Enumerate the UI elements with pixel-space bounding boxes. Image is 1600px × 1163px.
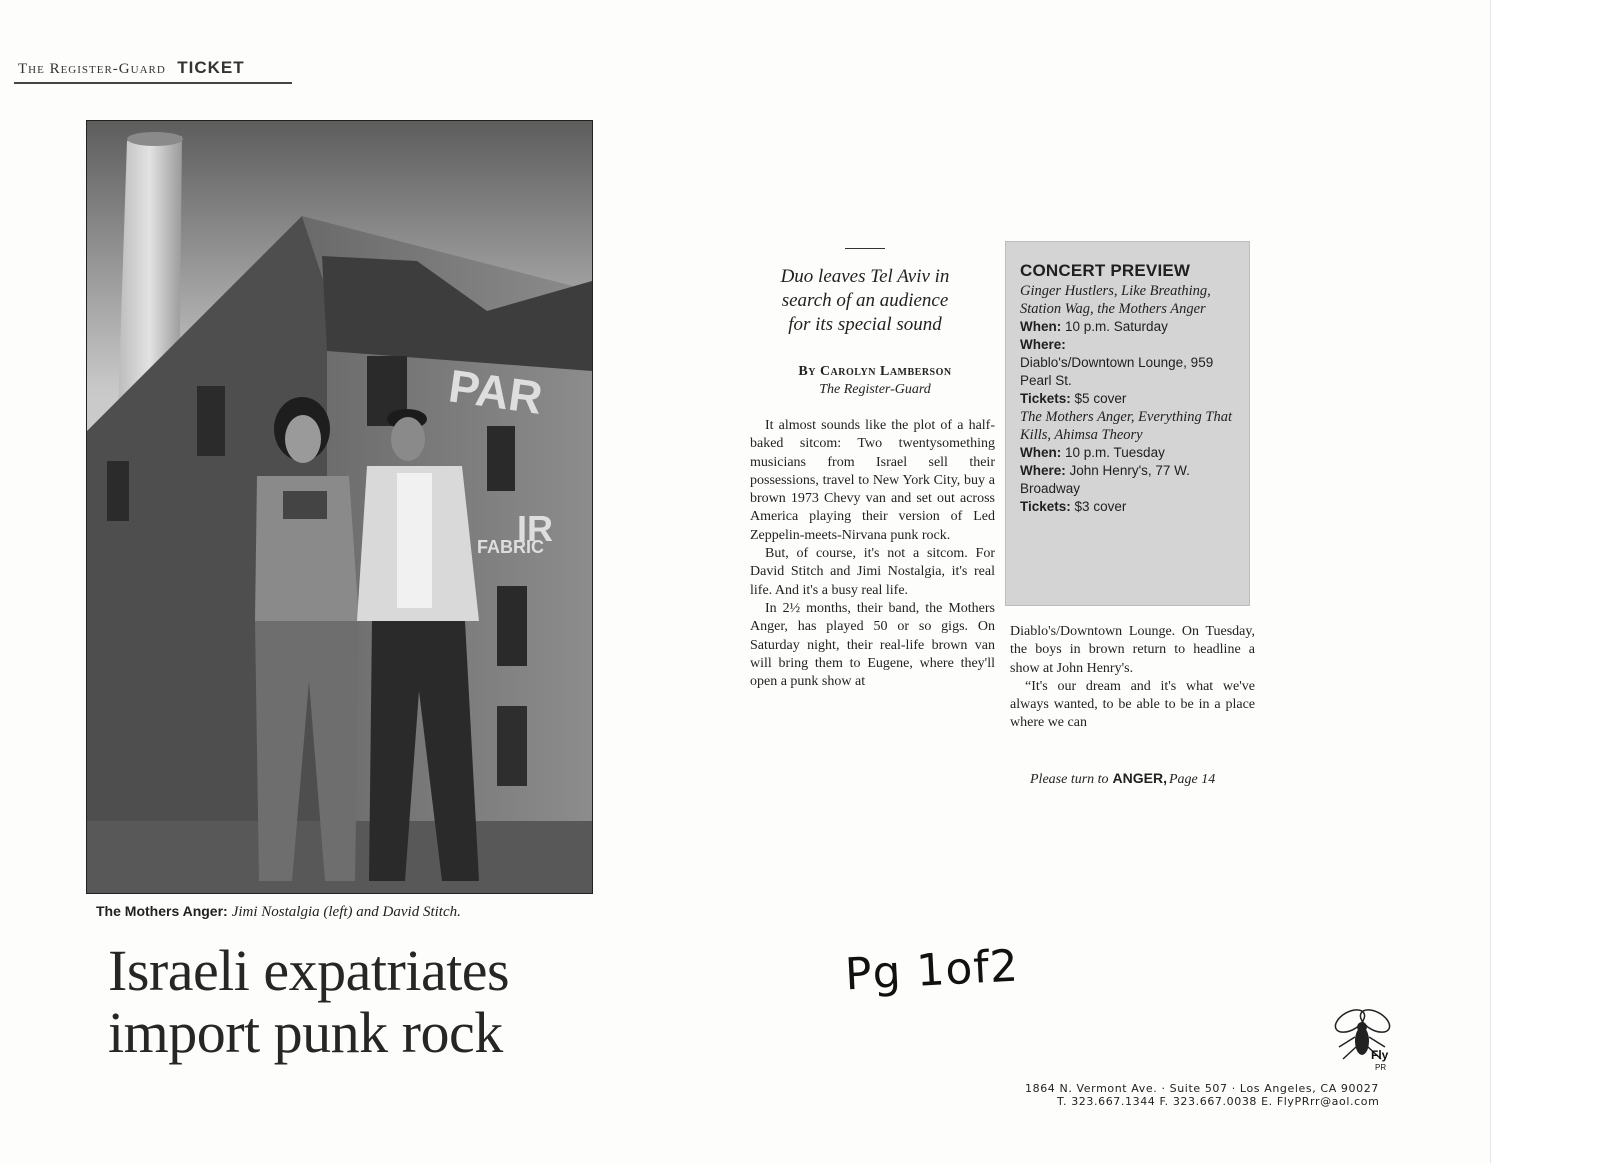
show2-acts: The Mothers Anger, Everything That Kills, Ahimsa Theory [1020, 409, 1232, 443]
logo-sub: PR [1375, 1063, 1387, 1072]
headline-line: import punk rock [108, 1000, 503, 1065]
article-paragraph: Diablo's/Downtown Lounge. On Tuesday, the boys in brown return to headline a show at John Henry's. [1010, 624, 1255, 676]
headline-line: Israeli expatriates [108, 938, 510, 1003]
masthead-paper-name: The Register-Guard [18, 61, 166, 77]
fly-pr-logo [1325, 1003, 1405, 1078]
show1-where: Where: Diablo's/Downtown Lounge, 959 Pearl St. [1020, 337, 1214, 388]
deck-line: Duo leaves Tel Aviv in [780, 266, 950, 287]
byline-publication: The Register-Guard [819, 382, 931, 397]
show2-when: When: 10 p.m. Tuesday [1020, 445, 1165, 460]
article-paragraph: But, of course, it's not a sitcom. For David Stitch and Jimi Nostalgia, it's real life. And it's a busy real life. [750, 546, 995, 598]
byline-author: By Carolyn Lamberson [798, 364, 952, 379]
band-photo [86, 120, 593, 894]
caption-band-name: The Mothers Anger: [96, 903, 228, 919]
handwritten-page-note: Pg 1of2 [843, 940, 1021, 1001]
publicist-footer [1025, 1082, 1379, 1108]
photo-caption [96, 903, 461, 921]
article-column-1 [750, 417, 995, 691]
concert-preview-box [1005, 241, 1250, 606]
band-photo-illustration [87, 121, 592, 893]
continuation-page: Page 14 [1169, 772, 1216, 787]
deck-rule [845, 248, 885, 249]
publicist-address: 1864 N. Vermont Ave. · Suite 507 · Los Angeles, CA 90027 [1025, 1082, 1379, 1095]
article-paragraph: “It's our dream and it's what we've always wanted, to be able to be in a place where we can [1010, 678, 1255, 731]
publicist-contact: T. 323.667.1344 F. 323.667.0038 E. FlyPRrr@aol.com [1057, 1095, 1380, 1108]
masthead-section: TICKET [177, 58, 245, 77]
show1-tickets: Tickets: $5 cover [1020, 391, 1127, 406]
logo-text: Fly [1371, 1048, 1389, 1062]
continuation-turn: Please turn to [1030, 772, 1109, 787]
deck-line: search of an audience [781, 290, 949, 311]
deck [730, 265, 1000, 337]
article-paragraph: It almost sounds like the plot of a half-baked sitcom: Two twentysomething musicians from Israel sell their possessions, travel to New York City, buy a brown 1973 Chevy van and set out across America playing their version of Led Zeppelin-meets-Nirvana punk rock. [750, 418, 995, 543]
svg-text:IR: IR [517, 508, 553, 549]
caption-text: Jimi Nostalgia (left) and David Stitch. [231, 904, 461, 920]
show1-when: When: 10 p.m. Saturday [1020, 319, 1168, 334]
svg-text:PAR: PAR [445, 359, 546, 424]
fly-icon [1325, 1003, 1405, 1078]
continuation-line [1030, 770, 1215, 788]
article-paragraph: In 2½ months, their band, the Mothers Anger, has played 50 or so gigs. On Saturday night, their real-life brown van will bring them to Eugene, where they'll open a punk show at [750, 600, 995, 690]
show2-tickets: Tickets: $3 cover [1020, 499, 1127, 514]
concert-preview-title: CONCERT PREVIEW [1020, 261, 1191, 280]
show1-acts: Ginger Hustlers, Like Breathing, Station Wag, the Mothers Anger [1020, 283, 1211, 317]
masthead [18, 58, 245, 78]
byline [740, 363, 1010, 398]
continuation-jump-word: ANGER, [1112, 770, 1167, 786]
masthead-rule [14, 82, 292, 84]
svg-text:FABRIC: FABRIC [477, 537, 544, 557]
deck-line: for its special sound [788, 314, 942, 335]
show2-where: Where: John Henry's, 77 W. Broadway [1020, 463, 1190, 496]
article-column-2 [1010, 623, 1255, 733]
page-edge [1490, 0, 1600, 1163]
headline [108, 940, 608, 1064]
